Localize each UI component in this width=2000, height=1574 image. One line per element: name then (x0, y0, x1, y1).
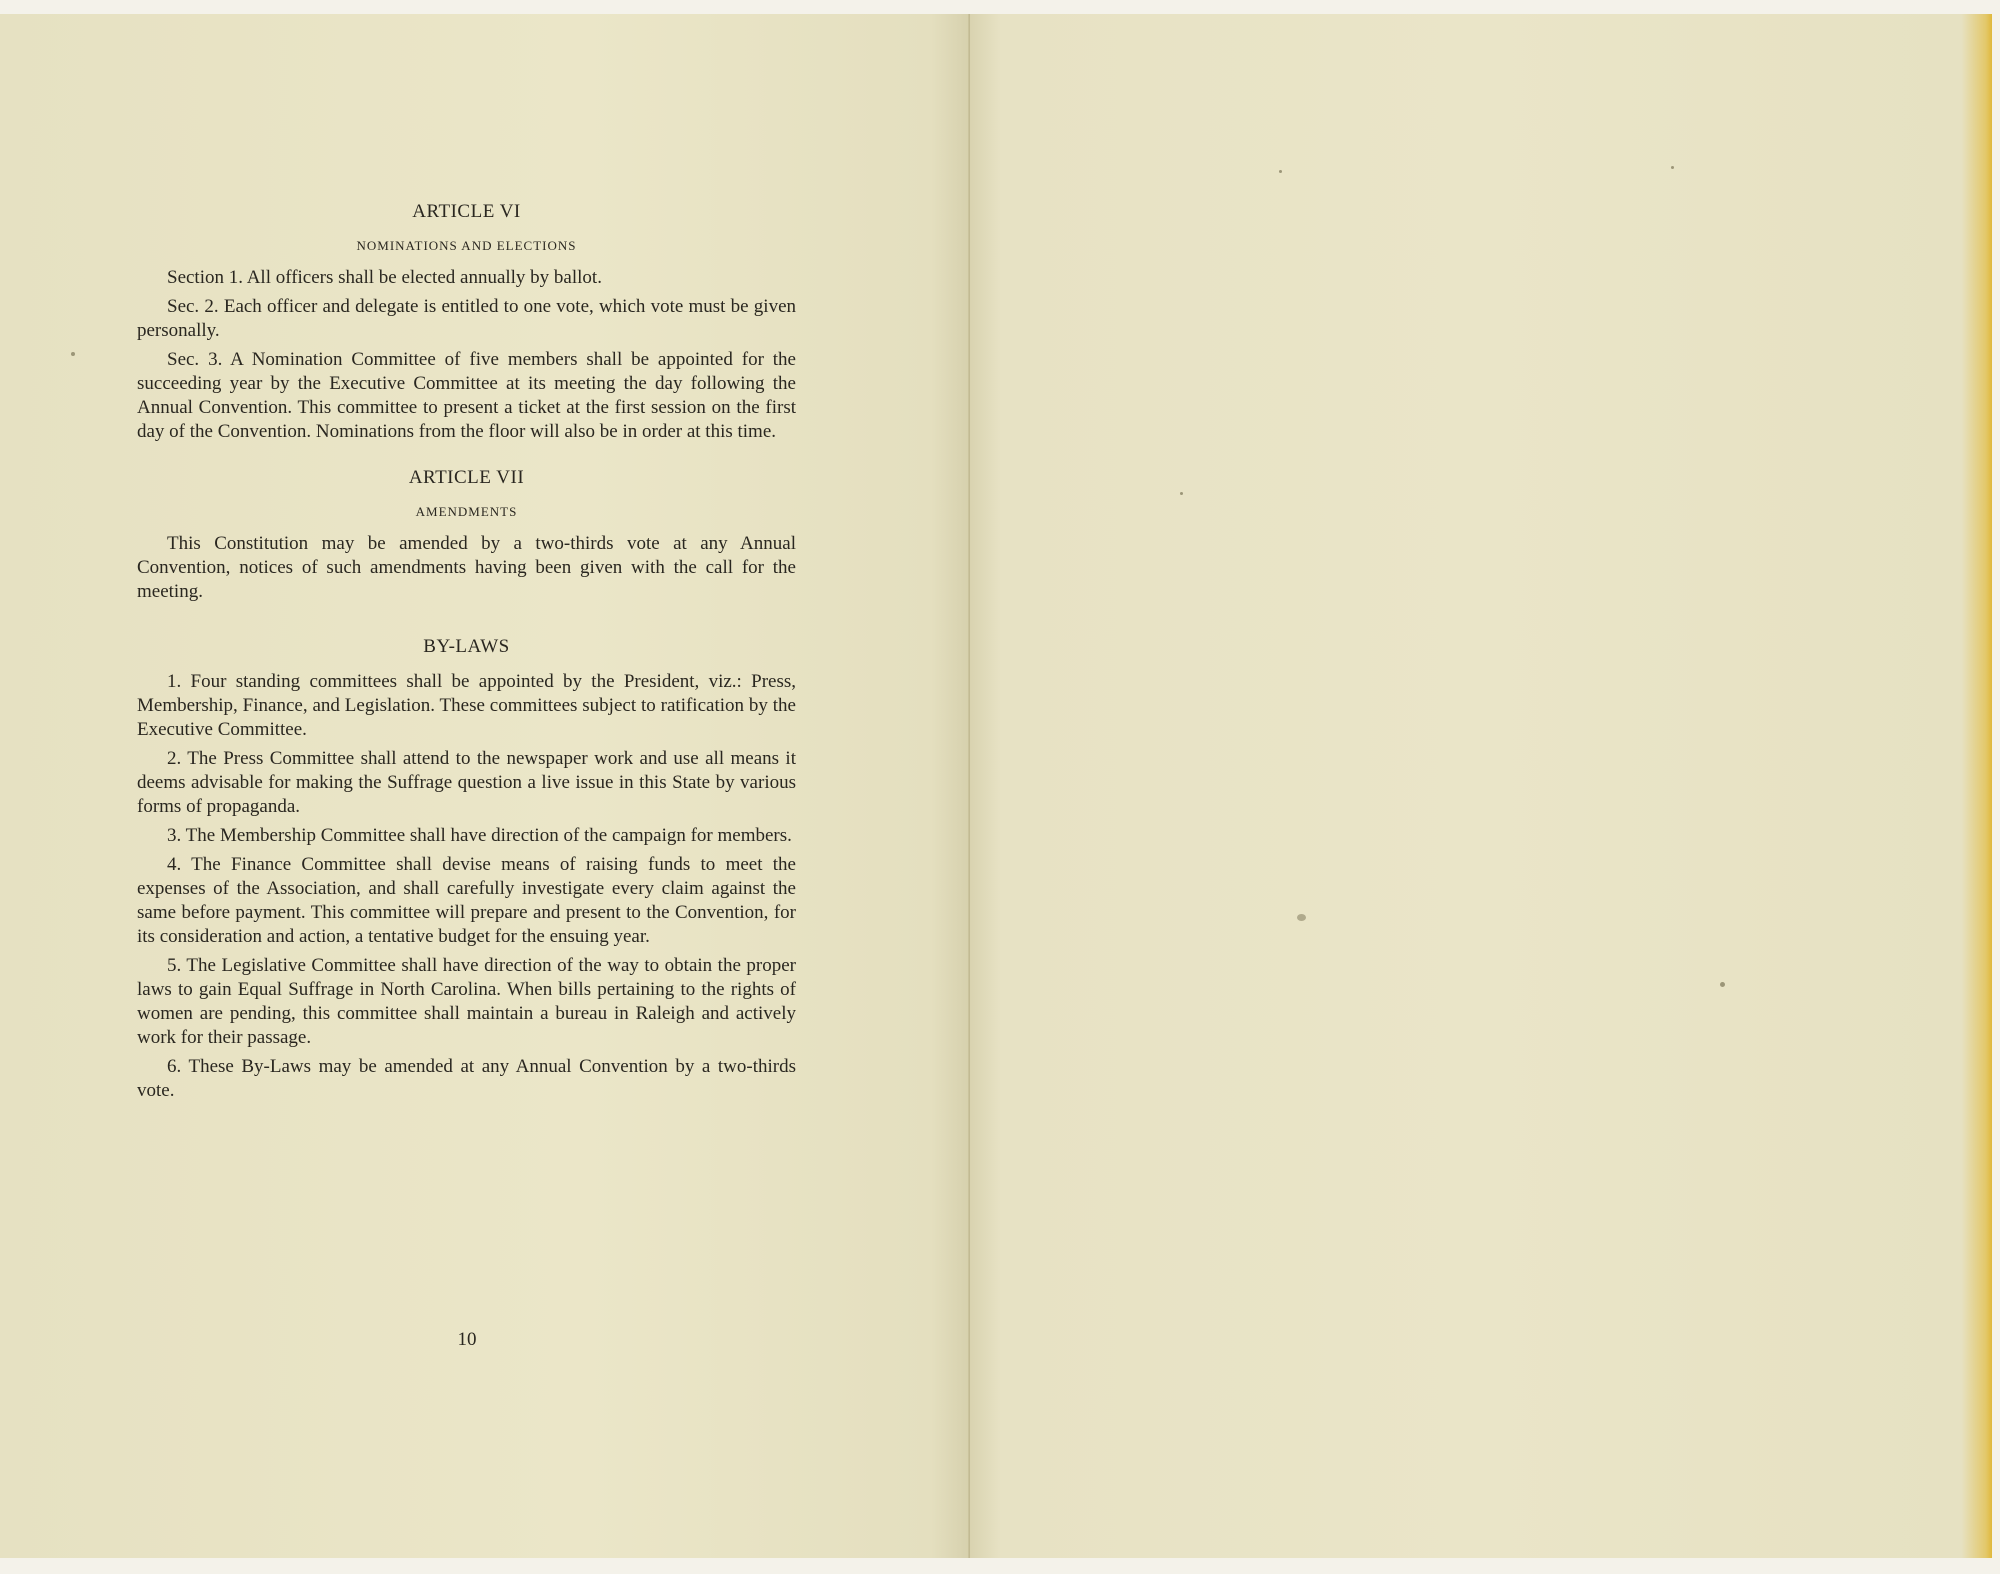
paper-speck (1297, 914, 1306, 921)
bylaw-item-1: 1. Four standing committees shall be appointed by the President, viz.: Press, Membership, Finance, and Legislation. These committees subject to ratification by the Executive Committee. (137, 671, 796, 740)
article-vi-section-1: Section 1. All officers shall be elected annually by ballot. (167, 267, 602, 288)
article-vi-section-3: Sec. 3. A Nomination Committee of five members shall be appointed for the succeeding year by the Executive Committee at its meeting the day following the Annual Convention. This committee to present a ticket at the first session on the first day of the Convention. Nominations from the floor will also be in order at this time. (137, 349, 796, 442)
paper-speck (1720, 982, 1725, 987)
article-vi-section-2: Sec. 2. Each officer and delegate is entitled to one vote, which vote must be given personally. (137, 296, 796, 341)
article-vi-subtitle: NOMINATIONS AND ELECTIONS (356, 238, 577, 253)
bylaw-item-6: 6. These By-Laws may be amended at any Annual Convention by a two-thirds vote. (137, 1056, 796, 1101)
bylaw-item-4: 4. The Finance Committee shall devise means of raising funds to meet the expenses of the Association, and shall carefully investigate every claim against the same before payment. This committee will prepare and present to the Convention, for its consideration and action, a tentative budget for the ensuing year. (137, 854, 796, 947)
right-page-blank (970, 14, 1992, 1558)
bylaw-item-5: 5. The Legislative Committee shall have direction of the way to obtain the proper laws to gain Equal Suffrage in North Carolina. When bills pertaining to the rights of women are pending, this committee shall maintain a bureau in Raleigh and actively work for their passage. (137, 955, 796, 1048)
article-vii-subtitle: AMENDMENTS (415, 504, 518, 519)
page-text (137, 200, 796, 1108)
paper-speck (1279, 170, 1282, 173)
article-vii-paragraph: This Constitution may be amended by a two-thirds vote at any Annual Convention, notices of such amendments having been given with the call for the meeting. (137, 533, 796, 602)
page-number: 10 (457, 1329, 477, 1350)
paper-speck (71, 352, 75, 356)
spacer (137, 609, 796, 635)
booklet-spread (0, 14, 1992, 1558)
bylaw-item-2: 2. The Press Committee shall attend to the newspaper work and use all means it deems advisable for making the Suffrage question a live issue in this State by various forms of propaganda. (137, 748, 796, 817)
spacer (137, 449, 796, 466)
article-vi-title: ARTICLE VI (412, 201, 521, 222)
paper-speck (1671, 166, 1674, 169)
left-page (0, 14, 970, 1558)
bylaw-item-3: 3. The Membership Committee shall have direction of the campaign for members. (167, 825, 792, 846)
bylaws-title: BY-LAWS (423, 636, 510, 657)
paper-speck (1180, 492, 1183, 495)
article-vii-title: ARTICLE VII (408, 467, 525, 488)
